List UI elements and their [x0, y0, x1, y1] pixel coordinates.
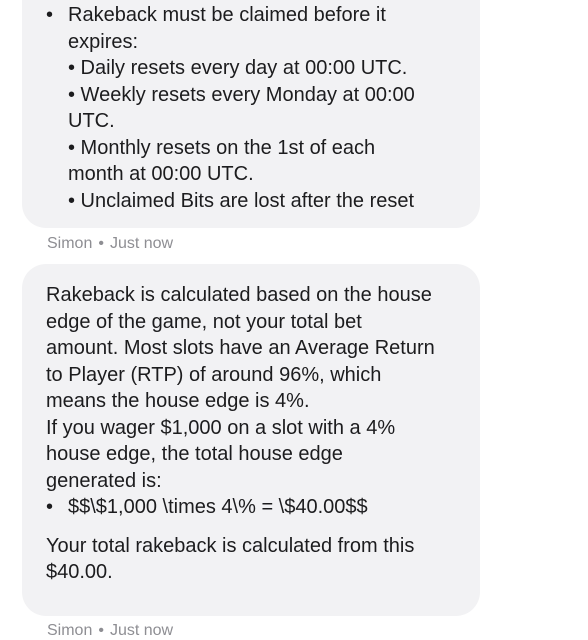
message-meta	[47, 235, 173, 253]
message-line: to Player (RTP) of around 96%, which	[46, 363, 382, 386]
message-line: generated is:	[46, 469, 162, 492]
message-line: edge of the game, not your total bet	[46, 310, 362, 333]
message-meta	[47, 622, 173, 640]
message-line: expires:	[68, 30, 139, 53]
timestamp: Just now	[109, 622, 174, 639]
message-line: Rakeback must be claimed before it	[68, 4, 386, 26]
meta-separator: •	[98, 622, 104, 639]
message-line: • Monthly resets on the 1st of each	[68, 136, 376, 159]
message-line: amount. Most slots have an Average Return	[46, 337, 435, 359]
sender-name: Simon	[47, 622, 93, 639]
bullet-dot: •	[46, 4, 54, 26]
message-line: Your total rakeback is calculated from this	[46, 534, 415, 557]
bullet-item	[46, 494, 460, 521]
message-line: Rakeback is calculated based on the house	[46, 284, 432, 306]
message-line: month at 00:00 UTC.	[68, 163, 254, 185]
message-line: house edge, the total house edge	[46, 443, 343, 465]
timestamp: Just now	[109, 235, 174, 252]
message-bubble[interactable]	[22, 264, 480, 616]
message-line: UTC.	[68, 110, 115, 132]
meta-separator: •	[98, 235, 104, 252]
message-line: $40.00.	[46, 561, 113, 583]
message-line: • Weekly resets every Monday at 00:00	[68, 83, 415, 106]
message-line: means the house edge is 4%.	[46, 390, 310, 412]
message-line: • Daily resets every day at 00:00 UTC.	[68, 57, 408, 79]
bullet-item	[46, 2, 460, 214]
message-line: • Unclaimed Bits are lost after the reset	[68, 189, 415, 212]
formula-text: $$\$1,000 \times 4\% = \$40.00$$	[68, 496, 368, 518]
message-bubble[interactable]	[22, 0, 480, 228]
paragraph-gap	[46, 521, 460, 533]
sender-name: Simon	[47, 235, 93, 252]
message-line: If you wager $1,000 on a slot with a 4%	[46, 416, 396, 439]
bullet-content	[68, 2, 415, 214]
bullet-dot: •	[46, 496, 54, 518]
